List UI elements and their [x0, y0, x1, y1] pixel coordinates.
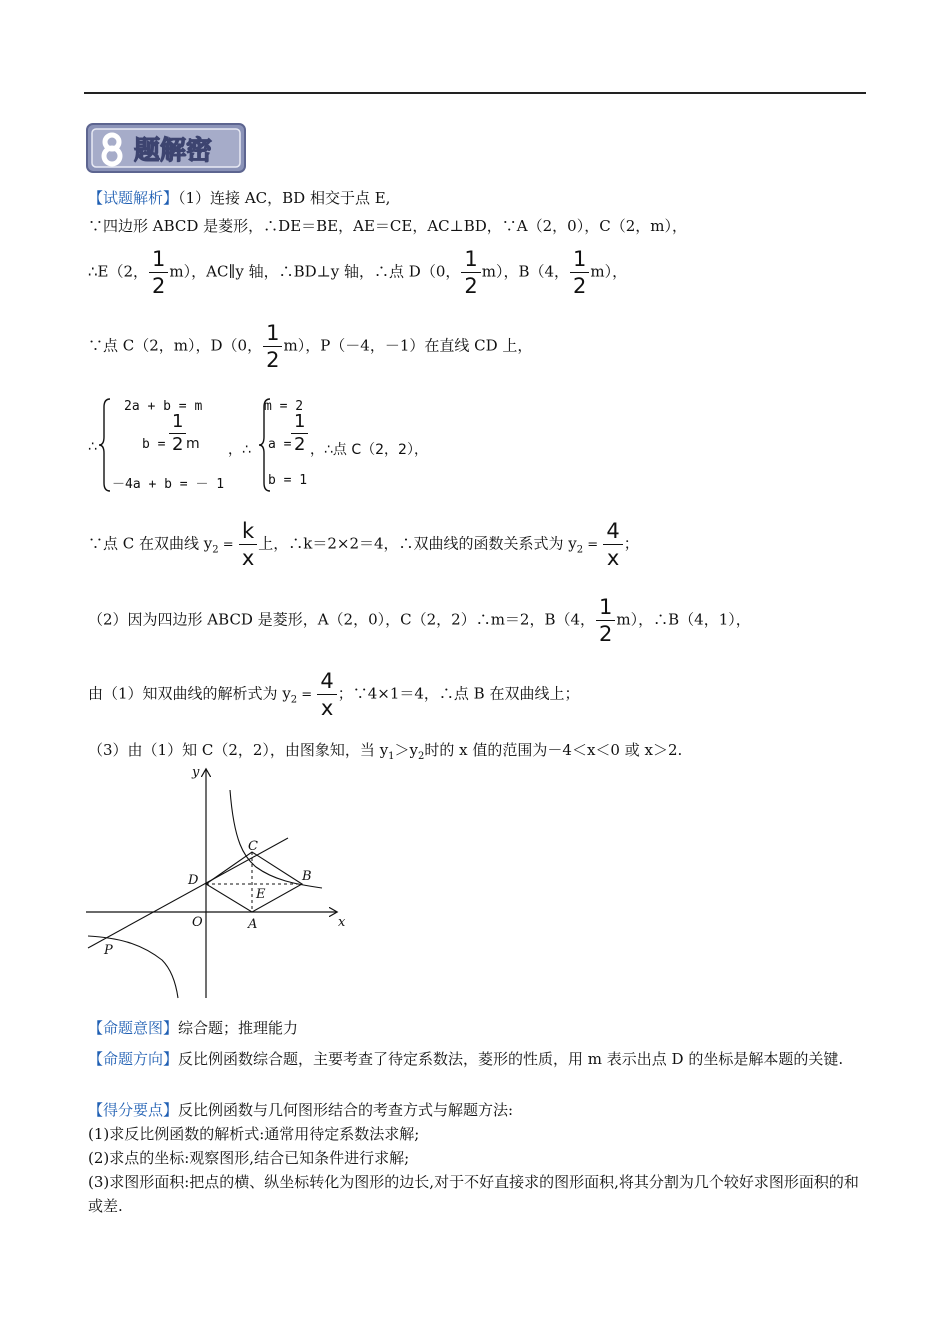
left-brace-icon [98, 397, 112, 493]
label-e: E [256, 887, 266, 902]
analysis-line-3: ∴E（2， $\frac{1}{2}$ m），AC∥y 轴，∴BD⊥y 轴，∴点 D（0， $\frac{1}{2}$ m），B（4， $\frac{1}{2}$ m）， [88, 247, 628, 298]
fraction-half: $\frac{1}{2}$ [169, 411, 186, 456]
fraction-half: $\frac{1}{2}$ [461, 246, 480, 299]
analysis-line-2: ∵四边形 ABCD 是菱形，∴DE＝BE，AE＝CE，AC⊥BD，∵A（2，0），C（2，m）， [88, 217, 687, 235]
analysis-line-8: （3）由（1）知 C（2，2），由图象知，当 $y_1>y_2$时的 x 值的范围为－4＜x＜0 或 x＞2. [88, 741, 683, 762]
hyperbola-branch-left [88, 936, 178, 998]
header-rule [84, 92, 866, 94]
label-d: D [188, 873, 199, 888]
analysis-line-4: ∵点 C（2，m），D（0， $\frac{1}{2}$ m），P（－4，－1）在直线 CD 上， [88, 321, 533, 372]
badge-text: 题解密 [134, 136, 213, 166]
label-a: A [248, 917, 258, 932]
label-b: B [302, 869, 312, 884]
analysis-line-1: 【试题解析】（1）连接 AC，BD 相交于点 E, [88, 189, 391, 207]
equation-systems: ∴ 2a + b = m b = $\frac{1}{2}$ m －4a + b = － 1 ，∴ m = 2 a = $\frac{1}{2}$ ，∴点 C（2，2）， b = 1 [88, 399, 428, 492]
analysis-line-7: 由（1）知双曲线的解析式为 $y_2$ = $\frac{4}{x}$ ；∵4×1＝4，∴点 B 在双曲线上； [88, 669, 580, 720]
label-p: P [104, 943, 113, 958]
list-item: (3)求图形面积:把点的横、纵坐标转化为图形的边长,对于不好直接求的图形面积,将其分割为几个较好求图形面积的和或差. [88, 1173, 859, 1215]
fraction-4-over-x: $\frac{4}{x}$ [317, 668, 336, 721]
label-y: y [192, 765, 200, 780]
fraction-half: $\frac{1}{2}$ [596, 594, 615, 647]
scoring-points: 【得分要点】反比例函数与几何图形结合的考查方式与解题方法: (1)求反比例函数的解析式:通常用待定系数法求解; (2)求点的坐标:观察图形,结合已知条件进行求解; (3)求图形面积:把点的横、纵坐标转化为图形的边长,对于不好直接求的图形面积,将其分割为几个较好求图形面积的和或差. [88, 1098, 868, 1218]
label-o: O [192, 915, 203, 930]
coordinate-figure [84, 762, 360, 1002]
intent-line: 【命题意图】综合题；推理能力 [88, 1019, 299, 1037]
label-x: x [338, 915, 346, 930]
fraction-half: $\frac{1}{2}$ [263, 320, 282, 373]
section-badge [86, 123, 246, 173]
fraction-half: $\frac{1}{2}$ [149, 246, 168, 299]
analysis-line-5: ∵点 C 在双曲线 $y_2$ = $\frac{k}{x}$ 上，∴k＝2×2＝4，∴双曲线的函数关系式为 $y_2$ = $\frac{4}{x}$ ； [88, 519, 639, 570]
direction-paragraph: 【命题方向】反比例函数综合题，主要考查了待定系数法，菱形的性质，用 m 表示出点 D 的坐标是解本题的关键. [88, 1050, 844, 1068]
analysis-tag: 【试题解析】 [88, 189, 179, 207]
fraction-4-over-x: $\frac{4}{x}$ [603, 518, 622, 571]
list-item: (2)求点的坐标:观察图形,结合已知条件进行求解; [88, 1149, 410, 1167]
fraction-half: $\frac{1}{2}$ [291, 411, 308, 456]
fraction-k-over-x: $\frac{k}{x}$ [239, 518, 257, 571]
list-item: (1)求反比例函数的解析式:通常用待定系数法求解; [88, 1125, 420, 1143]
fraction-half: $\frac{1}{2}$ [570, 246, 589, 299]
analysis-line-6: （2）因为四边形 ABCD 是菱形，A（2，0），C（2，2）∴m＝2，B（4， $\frac{1}{2}$ m），∴B（4，1）， [88, 595, 751, 646]
label-c: C [248, 839, 258, 854]
